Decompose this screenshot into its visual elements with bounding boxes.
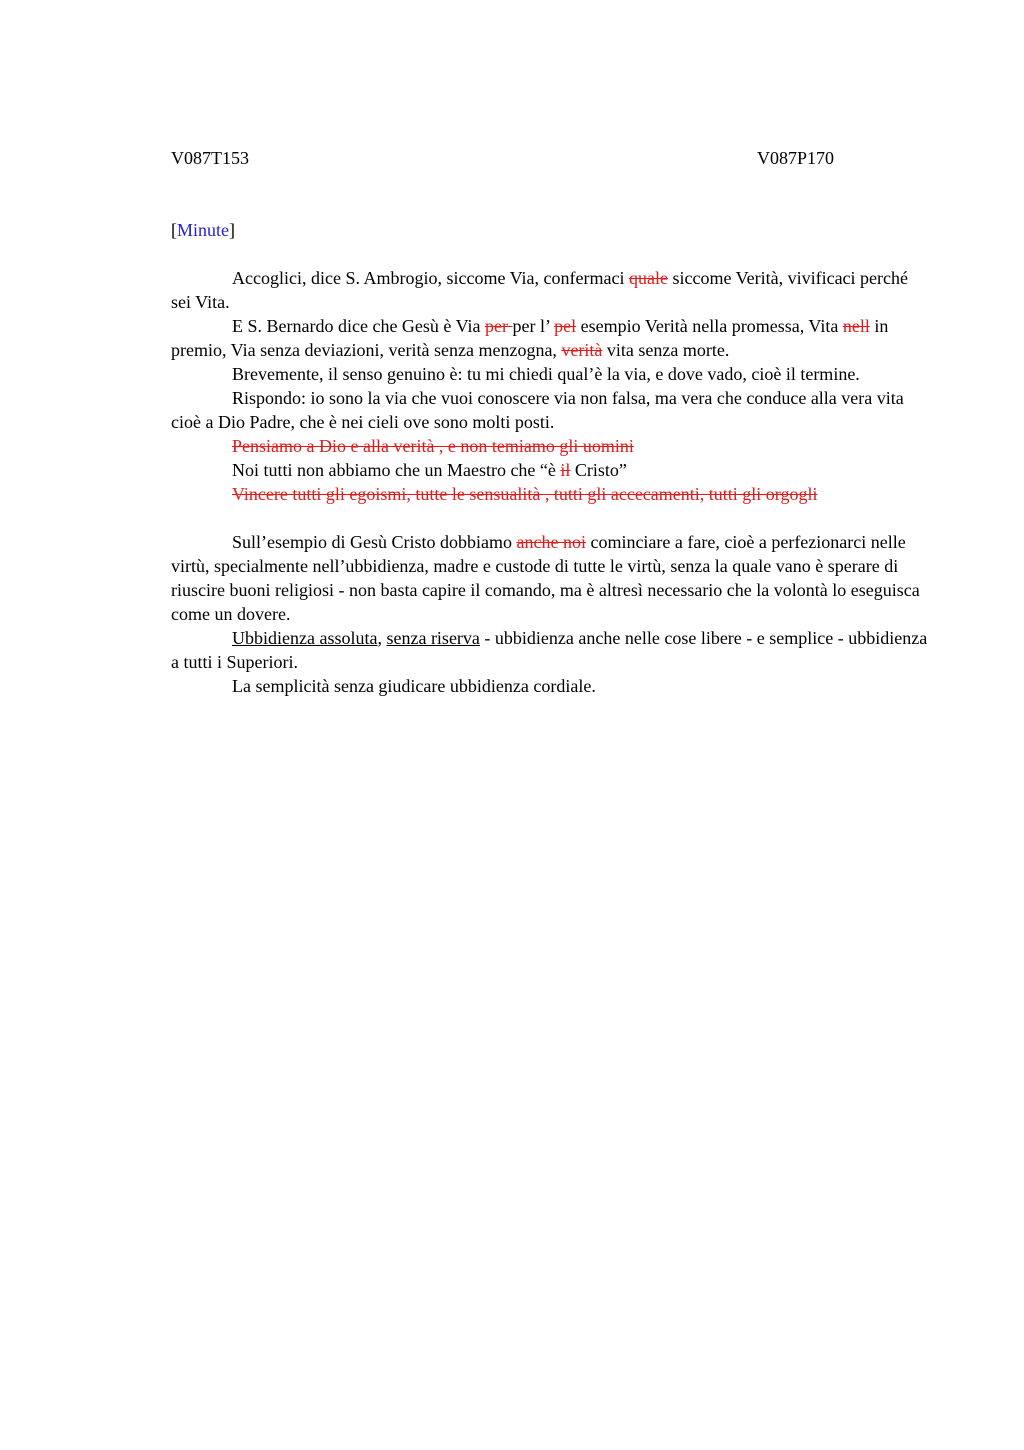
underlined-text: senza riserva bbox=[386, 628, 480, 648]
paragraph-maestro bbox=[171, 458, 931, 482]
deleted-text: verità bbox=[561, 340, 603, 360]
paragraph-ambrogio bbox=[171, 266, 931, 314]
text-span: esempio Verità nella promessa, Vita bbox=[576, 316, 843, 336]
text-span: per l’ bbox=[512, 316, 555, 336]
text-span: Accoglici, dice S. Ambrogio, siccome Via, confermaci bbox=[232, 268, 629, 288]
deleted-text: il bbox=[560, 460, 571, 480]
deleted-text: pel bbox=[554, 316, 577, 336]
deleted-text: Pensiamo a Dio e alla verità , e non temiamo gli uomini bbox=[232, 436, 634, 456]
paragraph-ubbidienza bbox=[171, 626, 931, 674]
text-span: siccome Verità, vivificaci perché sei Vita. bbox=[171, 268, 909, 312]
paragraph-bernardo bbox=[171, 314, 931, 362]
text-span: Sull’esempio di Gesù Cristo dobbiamo bbox=[232, 532, 517, 552]
text-span: cominciare a fare, cioè a perfezionarci nelle virtù, specialmente nell’ubbidienza, madre e custode di tutte le virtù, senza la quale vano è sperare di riuscire buoni religiosi - non basta capire il comando, ma è altresì necessario che la volontà lo eseguisca come un dovere. bbox=[171, 532, 920, 624]
open-bracket: [ bbox=[171, 220, 177, 240]
text-span: in premio, Via senza deviazioni, verità senza menzogna, bbox=[171, 316, 889, 360]
paragraph-deleted-pensiamo bbox=[171, 434, 931, 458]
text-span: E S. Bernardo dice che Gesù è Via bbox=[232, 316, 486, 336]
text-span: Cristo” bbox=[570, 460, 627, 480]
text-span: - ubbidienza anche nelle cose libere - e semplice - ubbidienza a tutti i Superiori. bbox=[171, 628, 928, 672]
section-label-text: Minute bbox=[177, 220, 229, 240]
deleted-text: per bbox=[485, 316, 513, 336]
section-label bbox=[171, 218, 235, 242]
text-span: vita senza morte. bbox=[602, 340, 730, 360]
underlined-text: Ubbidienza assoluta bbox=[232, 628, 378, 648]
paragraph-esempio bbox=[171, 530, 931, 626]
text-span: Noi tutti non abbiamo che un Maestro che “è bbox=[232, 460, 561, 480]
text-span: , bbox=[377, 628, 387, 648]
paragraph-brevemente: Brevemente, il senso genuino è: tu mi chiedi qual’è la via, e dove vado, cioè il termine. bbox=[232, 364, 860, 384]
paragraph-semplicita: La semplicità senza giudicare ubbidienza cordiale. bbox=[232, 676, 596, 696]
deleted-text: nell bbox=[842, 316, 870, 336]
paragraph-gap bbox=[171, 506, 931, 530]
deleted-text: anche noi bbox=[516, 532, 586, 552]
paragraph-rispondo: Rispondo: io sono la via che vuoi conoscere via non falsa, ma vera che conduce alla vera vita cioè a Dio Padre, che è nei cieli ove sono molti posti. bbox=[171, 388, 904, 432]
document-body bbox=[171, 266, 931, 698]
paragraph-deleted-vincere bbox=[171, 482, 931, 506]
header-right-code: V087P170 bbox=[757, 148, 835, 168]
close-bracket: ] bbox=[229, 220, 235, 240]
deleted-text: Vincere tutti gli egoismi, tutte le sensualità , tutti gli accecamenti, tutti gli orgogli bbox=[232, 484, 818, 504]
header-left-code: V087T153 bbox=[171, 148, 249, 168]
deleted-text: quale bbox=[628, 268, 668, 288]
